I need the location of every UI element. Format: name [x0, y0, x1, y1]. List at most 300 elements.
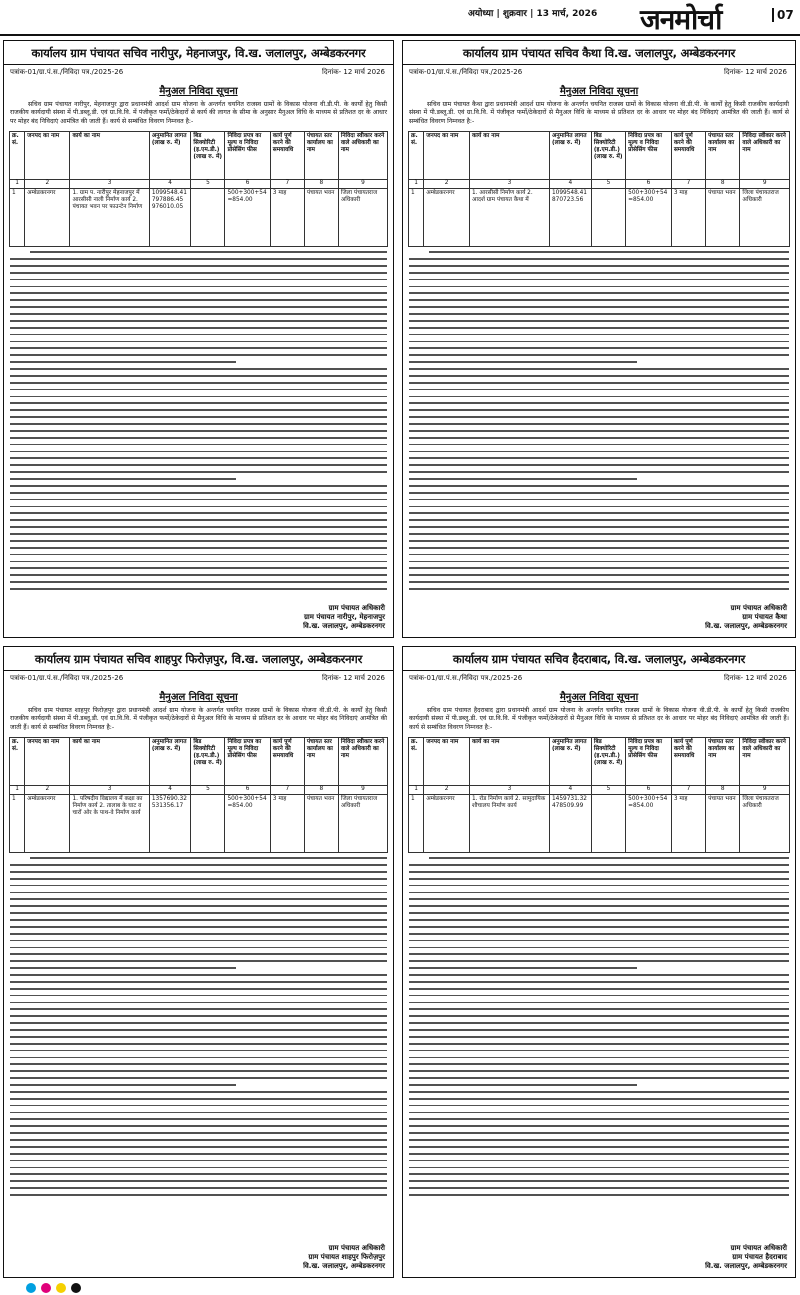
fine-print-line [10, 478, 236, 480]
column-number-row [10, 180, 388, 189]
column-number: 8 [706, 180, 740, 189]
fine-print-line [409, 905, 789, 907]
table-cell: 1. आरसीसी निर्माण कार्य 2. आदर्श ग्राम पंचायत कैथा में [469, 189, 549, 247]
column-number: 4 [549, 180, 591, 189]
signature-line: ग्राम पंचायत कैथा [742, 613, 787, 621]
column-number: 9 [740, 180, 790, 189]
notice-intro: सचिव ग्राम पंचायत कैथा द्वारा प्रधानमंत्री आदर्श ग्राम योजना के अन्तर्गत चयनित राजस्व ग्रामों के विकास योजना वी.डी.पी. के कार्यों हेतु किसी राजकीय कार्यदायी संस्था में पी.डब्लू.डी. एवं ग्रा.वि.वि. में पंजीकृत फर्मो/ठेकेदारों से मैनुअल विधि के माध्यम से प्रतिशत दर के आधार पर मोहर बंद निविदाएं आमंत्रित की जाती हैं। कार्य से सम्बंधित विवरण निम्नवत है:- [409, 101, 789, 125]
fine-print-line [409, 499, 789, 501]
fine-print-line [409, 519, 789, 521]
fine-print-line [409, 299, 789, 301]
fine-print-line [409, 547, 789, 549]
table-row [10, 795, 388, 853]
table-cell: पंचायत भवन [304, 189, 338, 247]
fine-print-line [409, 492, 789, 494]
table-cell: अम्बेडकरनगर [424, 795, 470, 853]
table-cell: 1. परिषदीय विद्यालय में कक्षा का निर्माण कार्य 2. तालाब के घाट व चारों ओर के पाथ-वे निर्माण कार्य [70, 795, 149, 853]
notice-meta [403, 65, 795, 79]
column-number: 7 [671, 180, 705, 189]
fine-print-line [409, 1187, 789, 1189]
table-cell: 1 [10, 189, 25, 247]
fine-print-line [409, 1050, 789, 1052]
fine-print-line [10, 1077, 387, 1079]
fine-print-line [409, 988, 789, 990]
fine-print-line [409, 540, 789, 542]
fine-print-line [10, 981, 387, 983]
fine-print-line [10, 905, 387, 907]
reference-number: पत्रांक-01/ग्रा.पं.स./निविदा पत्र./2025-26 [409, 68, 523, 76]
column-number: 2 [424, 786, 470, 795]
fine-print-line [10, 864, 387, 866]
table-cell [591, 189, 625, 247]
fine-print-line [409, 933, 789, 935]
notice-header: कार्यालय ग्राम पंचायत सचिव नारीपुर, मेहनाजपुर, वि.ख. जलालपुर, अम्बेडकरनगर [4, 41, 393, 65]
fine-print-line [409, 1029, 789, 1031]
fine-print-line [409, 1160, 789, 1162]
fine-print-line [409, 402, 789, 404]
fine-print-line [10, 416, 387, 418]
fine-print-line [10, 519, 387, 521]
fine-print-line [10, 967, 236, 969]
table-cell: 500+300+54 =854.00 [225, 795, 270, 853]
column-number: 3 [469, 786, 549, 795]
registration-dot [71, 1283, 81, 1293]
fine-print-line [409, 1153, 789, 1155]
signature-block [303, 1244, 385, 1271]
table-header-row [10, 132, 388, 180]
fine-print-line [409, 437, 789, 439]
fine-print-line [409, 1022, 789, 1024]
fine-print-line [409, 953, 789, 955]
fine-print-line [409, 871, 789, 873]
reference-number: पत्रांक-01/ग्रा.पं.स./निविदा पत्र./2025-26 [10, 68, 124, 76]
table-cell: अम्बेडकरनगर [25, 795, 70, 853]
column-number: 2 [25, 786, 70, 795]
fine-print-line [409, 1084, 637, 1086]
tender-table [408, 131, 790, 247]
fine-print-line [10, 1029, 387, 1031]
fine-print-line [10, 265, 387, 267]
column-number: 5 [591, 180, 625, 189]
fine-print-line [10, 1070, 387, 1072]
fine-print-line [10, 485, 387, 487]
table-header-cell: निविदा प्रपत्र का मूल्य व निविदा प्रोसेसिंग फीस [626, 738, 672, 786]
fine-print-line [10, 547, 387, 549]
fine-print-line [10, 940, 387, 942]
fine-print-line [409, 478, 637, 480]
fine-print-line [10, 1187, 387, 1189]
column-number: 7 [671, 786, 705, 795]
fine-print-line [409, 912, 789, 914]
table-header-cell: कार्य का नाम [469, 132, 549, 180]
table-cell: जिला पंचायतराज अधिकारी [740, 795, 790, 853]
terms-and-conditions [403, 247, 795, 590]
table-cell: जिला पंचायतराज अधिकारी [338, 795, 387, 853]
fine-print-line [409, 279, 789, 281]
fine-print-line [10, 912, 387, 914]
signature-block [705, 604, 787, 631]
signature-line: ग्राम पंचायत शाहपुर फिरोज़पुर [308, 1253, 385, 1261]
fine-print-line [10, 396, 387, 398]
fine-print-line [10, 1002, 387, 1004]
fine-print-line [409, 1167, 789, 1169]
fine-print-line [409, 341, 789, 343]
table-cell [591, 795, 625, 853]
table-header-cell: क्र. सं. [10, 738, 25, 786]
fine-print-line [409, 423, 789, 425]
fine-print-line [10, 451, 387, 453]
table-header-cell: कार्य पूर्ण करने की समयावधि [270, 132, 304, 180]
fine-print-line [10, 898, 387, 900]
notice-meta [4, 65, 393, 79]
column-number: 5 [591, 786, 625, 795]
column-number: 3 [70, 786, 149, 795]
notice-title: मैनुअल निविदा सूचना [559, 692, 639, 703]
column-number: 1 [10, 786, 25, 795]
fine-print-line [10, 1057, 387, 1059]
column-number: 9 [338, 786, 387, 795]
terms-and-conditions [4, 247, 393, 590]
fine-print-line [409, 981, 789, 983]
fine-print-line [10, 1118, 387, 1120]
fine-print-line [409, 1057, 789, 1059]
fine-print-line [409, 1132, 789, 1134]
fine-print-line [10, 1022, 387, 1024]
fine-print-line [10, 1125, 387, 1127]
fine-print-line [10, 423, 387, 425]
signature-line: वि.ख. जलालपुर, अम्बेडकरनगर [705, 1262, 787, 1270]
signature-line: ग्राम पंचायत अधिकारी [730, 604, 787, 612]
column-number-row [409, 180, 790, 189]
fine-print-line [10, 871, 387, 873]
fine-print-line [10, 1146, 387, 1148]
signature-line: वि.ख. जलालपुर, अम्बेडकरनगर [303, 1262, 385, 1270]
table-cell: पंचायत भवन [706, 189, 740, 247]
table-header-cell: निविदा स्वीकार करने वाले अधिकारी का नाम [338, 738, 387, 786]
table-header-cell: बिड सिक्योरिटी (इ.एम.डी.) (लाख रु. में) [591, 738, 625, 786]
fine-print-line [10, 354, 387, 356]
fine-print-line [10, 1139, 387, 1141]
table-cell [191, 189, 225, 247]
fine-print-line [10, 919, 387, 921]
table-header-cell: जनपद का नाम [424, 738, 470, 786]
fine-print-line [409, 272, 789, 274]
fine-print-line [10, 457, 387, 459]
table-header-row [409, 132, 790, 180]
fine-print-line [10, 430, 387, 432]
table-cell: पंचायत भवन [304, 795, 338, 853]
fine-print-line [10, 286, 387, 288]
fine-print-line [10, 471, 387, 473]
fine-print-line [10, 1153, 387, 1155]
reference-number: पत्रांक-01/ग्रा.पं.स./निविदा पत्र./2025-26 [409, 674, 523, 682]
table-header-cell: क्र. सं. [10, 132, 25, 180]
fine-print-line [10, 526, 387, 528]
fine-print-line [409, 878, 789, 880]
fine-print-line [30, 251, 387, 253]
fine-print-line [409, 327, 789, 329]
fine-print-line [409, 574, 789, 576]
fine-print-line [409, 960, 789, 962]
fine-print-line [409, 1036, 789, 1038]
column-number: 3 [70, 180, 149, 189]
table-header-cell: कार्य का नाम [70, 132, 149, 180]
table-header-cell: क्र. सं. [409, 738, 424, 786]
fine-print-line [409, 588, 789, 590]
column-number: 3 [469, 180, 549, 189]
tender-notice-tl [3, 40, 394, 638]
fine-print-line [409, 306, 789, 308]
fine-print-line [10, 409, 387, 411]
table-header-cell: पंचायत स्तर कार्यालय का नाम [706, 738, 740, 786]
table-header-cell: कार्य पूर्ण करने की समयावधि [671, 132, 705, 180]
signature-line: ग्राम पंचायत हैदराबाद [732, 1253, 787, 1261]
fine-print-line [409, 430, 789, 432]
table-cell: 500+300+54 =854.00 [626, 795, 672, 853]
fine-print-line [409, 885, 789, 887]
fine-print-line [10, 499, 387, 501]
table-cell: पंचायत भवन [706, 795, 740, 853]
fine-print-line [10, 988, 387, 990]
fine-print-line [409, 320, 789, 322]
tender-table [408, 737, 790, 853]
fine-print-line [10, 885, 387, 887]
signature-line: ग्राम पंचायत अधिकारी [328, 1244, 385, 1252]
fine-print-line [10, 292, 387, 294]
fine-print-line [409, 1194, 789, 1196]
fine-print-line [10, 1043, 387, 1045]
table-header-cell: निविदा स्वीकार करने वाले अधिकारी का नाम [740, 738, 790, 786]
fine-print-line [10, 341, 387, 343]
fine-print-line [10, 368, 387, 370]
fine-print-line [409, 361, 637, 363]
fine-print-line [10, 375, 387, 377]
table-header-row [409, 738, 790, 786]
table-header-cell: अनुमानित लागत (लाख रु. में) [549, 738, 591, 786]
fine-print-line [10, 947, 387, 949]
notice-header: कार्यालय ग्राम पंचायत सचिव शाहपुर फिरोज़पुर, वि.ख. जलालपुर, अम्बेडकरनगर [4, 647, 393, 671]
fine-print-line [10, 464, 387, 466]
fine-print-line [409, 864, 789, 866]
fine-print-line [409, 1098, 789, 1100]
fine-print-line [409, 347, 789, 349]
fine-print-line [409, 396, 789, 398]
fine-print-line [409, 506, 789, 508]
notice-title: मैनुअल निविदा सूचना [159, 86, 238, 97]
table-cell: 1. रोड निर्माण कार्य 2. सामुदायिक शौचालय निर्माण कार्य [469, 795, 549, 853]
terms-and-conditions [403, 853, 795, 1196]
fine-print-line [409, 1077, 789, 1079]
tender-table [9, 131, 388, 247]
column-number: 7 [270, 180, 304, 189]
table-cell: 3 माह [270, 795, 304, 853]
fine-print-line [10, 1105, 387, 1107]
table-cell: 3 माह [671, 189, 705, 247]
fine-print-line [409, 533, 789, 535]
fine-print-line [10, 561, 387, 563]
column-number: 1 [409, 786, 424, 795]
fine-print-line [10, 1084, 236, 1086]
fine-print-line [10, 1180, 387, 1182]
table-header-cell: बिड सिक्योरिटी (इ.एम.डी.) (लाख रु. में) [191, 738, 225, 786]
fine-print-line [409, 512, 789, 514]
fine-print-line [10, 540, 387, 542]
fine-print-line [10, 1015, 387, 1017]
table-header-cell: कार्य का नाम [469, 738, 549, 786]
column-number-row [10, 786, 388, 795]
table-header-cell: निविदा स्वीकार करने वाले अधिकारी का नाम [338, 132, 387, 180]
table-header-cell: जनपद का नाम [25, 738, 70, 786]
fine-print-line [409, 567, 789, 569]
table-cell: 3 माह [270, 189, 304, 247]
tender-table [9, 737, 388, 853]
column-number: 2 [424, 180, 470, 189]
fine-print-line [409, 292, 789, 294]
fine-print-line [409, 286, 789, 288]
fine-print-line [409, 1015, 789, 1017]
notice-title: मैनुअल निविदा सूचना [559, 86, 639, 97]
fine-print-line [10, 506, 387, 508]
table-cell: जिला पंचायतराज अधिकारी [338, 189, 387, 247]
fine-print-line [10, 554, 387, 556]
fine-print-line [10, 960, 387, 962]
fine-print-line [10, 1112, 387, 1114]
fine-print-line [409, 561, 789, 563]
fine-print-line [409, 1002, 789, 1004]
fine-print-line [409, 464, 789, 466]
fine-print-line [10, 306, 387, 308]
signature-line: ग्राम पंचायत नारीपुर, मेहनाजपुर [303, 613, 385, 621]
table-header-cell: पंचायत स्तर कार्यालय का नाम [706, 132, 740, 180]
table-header-cell: निविदा स्वीकार करने वाले अधिकारी का नाम [740, 132, 790, 180]
fine-print-line [10, 1036, 387, 1038]
column-number: 1 [10, 180, 25, 189]
fine-print-line [10, 995, 387, 997]
registration-marks [0, 1281, 800, 1295]
fine-print-line [10, 272, 387, 274]
fine-print-line [409, 416, 789, 418]
column-number: 9 [338, 180, 387, 189]
table-cell: अम्बेडकरनगर [25, 189, 70, 247]
fine-print-line [409, 334, 789, 336]
table-header-cell: निविदा प्रपत्र का मूल्य व निविदा प्रोसेसिंग फीस [225, 738, 270, 786]
fine-print-line [409, 409, 789, 411]
table-cell: जिला पंचायतराज अधिकारी [740, 189, 790, 247]
fine-print-line [10, 926, 387, 928]
column-number: 6 [225, 786, 270, 795]
table-header-cell: जनपद का नाम [25, 132, 70, 180]
fine-print-line [409, 967, 637, 969]
fine-print-line [409, 354, 789, 356]
table-cell [191, 795, 225, 853]
table-cell: 1 [409, 189, 424, 247]
fine-print-line [10, 402, 387, 404]
fine-print-line [409, 898, 789, 900]
newspaper-logo: जनमोर्चा [640, 3, 722, 36]
table-header-cell: कार्य का नाम [70, 738, 149, 786]
notice-header: कार्यालय ग्राम पंचायत सचिव हैदराबाद, वि.ख. जलालपुर, अम्बेडकरनगर [403, 647, 795, 671]
fine-print-line [409, 1112, 789, 1114]
table-cell: 1. ग्राम प. नारीपुर मेहनाजपुर में आरसीसी नाली निर्माण कार्य 2. पंचायत भवन पर फाउन्टेन निर्माण [70, 189, 149, 247]
signature-line: ग्राम पंचायत अधिकारी [328, 604, 385, 612]
column-number: 1 [409, 180, 424, 189]
notice-date: दिनांक- 12 मार्च 2026 [322, 674, 385, 682]
table-header-cell: क्र. सं. [409, 132, 424, 180]
newspaper-masthead [0, 0, 800, 36]
fine-print-line [10, 953, 387, 955]
column-number: 5 [191, 786, 225, 795]
fine-print-line [10, 878, 387, 880]
notice-date: दिनांक- 12 मार्च 2026 [724, 674, 787, 682]
fine-print-line [10, 1063, 387, 1065]
fine-print-line [10, 933, 387, 935]
table-cell: 1 [10, 795, 25, 853]
fine-print-line [409, 892, 789, 894]
column-number: 8 [304, 180, 338, 189]
fine-print-line [409, 947, 789, 949]
notice-intro: सचिव ग्राम पंचायत हैदराबाद द्वारा प्रधानमंत्री आदर्श ग्राम योजना के अन्तर्गत चयनित राजस्व ग्रामों के विकास योजना वी.डी.पी. के कार्यों हेतु किसी राजकीय कार्यदायी संस्था में पी.डब्लू.डी. एवं ग्रा.वि.वि. में पंजीकृत फर्मो/ठेकेदारों से मैनुअल विधि के माध्यम से प्रतिशत दर के आधार पर मोहर बंद निविदाएं आमंत्रित की जाती हैं। कार्य से सम्बंधित विवरण निम्नवत है:- [409, 707, 789, 731]
fine-print-line [10, 581, 387, 583]
column-number: 6 [626, 786, 672, 795]
tender-notice-bl [3, 646, 394, 1278]
fine-print-line [10, 347, 387, 349]
signature-line: वि.ख. जलालपुर, अम्बेडकरनगर [303, 622, 385, 630]
fine-print-line [409, 581, 789, 583]
fine-print-line [10, 382, 387, 384]
page-number: 07 [772, 8, 794, 22]
column-number: 6 [225, 180, 270, 189]
notice-date: दिनांक- 12 मार्च 2026 [322, 68, 385, 76]
fine-print-line [10, 313, 387, 315]
table-header-cell: कार्य पूर्ण करने की समयावधि [270, 738, 304, 786]
fine-print-line [409, 1173, 789, 1175]
signature-line: वि.ख. जलालपुर, अम्बेडकरनगर [705, 622, 787, 630]
table-cell: 1 [409, 795, 424, 853]
fine-print-line [409, 313, 789, 315]
tender-notice-br [402, 646, 796, 1278]
signature-block [705, 1244, 787, 1271]
signature-block [303, 604, 385, 631]
fine-print-line [409, 368, 789, 370]
column-number: 6 [626, 180, 672, 189]
registration-dot [26, 1283, 36, 1293]
table-cell: 3 माह [671, 795, 705, 853]
fine-print-line [10, 299, 387, 301]
fine-print-line [10, 1160, 387, 1162]
registration-dot [41, 1283, 51, 1293]
fine-print-line [409, 389, 789, 391]
column-number: 8 [706, 786, 740, 795]
fine-print-line [409, 926, 789, 928]
fine-print-line [10, 492, 387, 494]
fine-print-line [10, 1008, 387, 1010]
fine-print-line [10, 327, 387, 329]
fine-print-line [10, 361, 236, 363]
fine-print-line [409, 1105, 789, 1107]
tender-notice-tr [402, 40, 796, 638]
fine-print-line [10, 1050, 387, 1052]
fine-print-line [10, 1194, 387, 1196]
table-row [10, 189, 388, 247]
table-header-cell: अनुमानित लागत (लाख रु. में) [549, 132, 591, 180]
fine-print-line [409, 265, 789, 267]
table-header-cell: कार्य पूर्ण करने की समयावधि [671, 738, 705, 786]
fine-print-line [409, 1180, 789, 1182]
fine-print-line [10, 892, 387, 894]
fine-print-line [10, 444, 387, 446]
table-header-cell: निविदा प्रपत्र का मूल्य व निविदा प्रोसेसिंग फीस [225, 132, 270, 180]
fine-print-line [409, 554, 789, 556]
